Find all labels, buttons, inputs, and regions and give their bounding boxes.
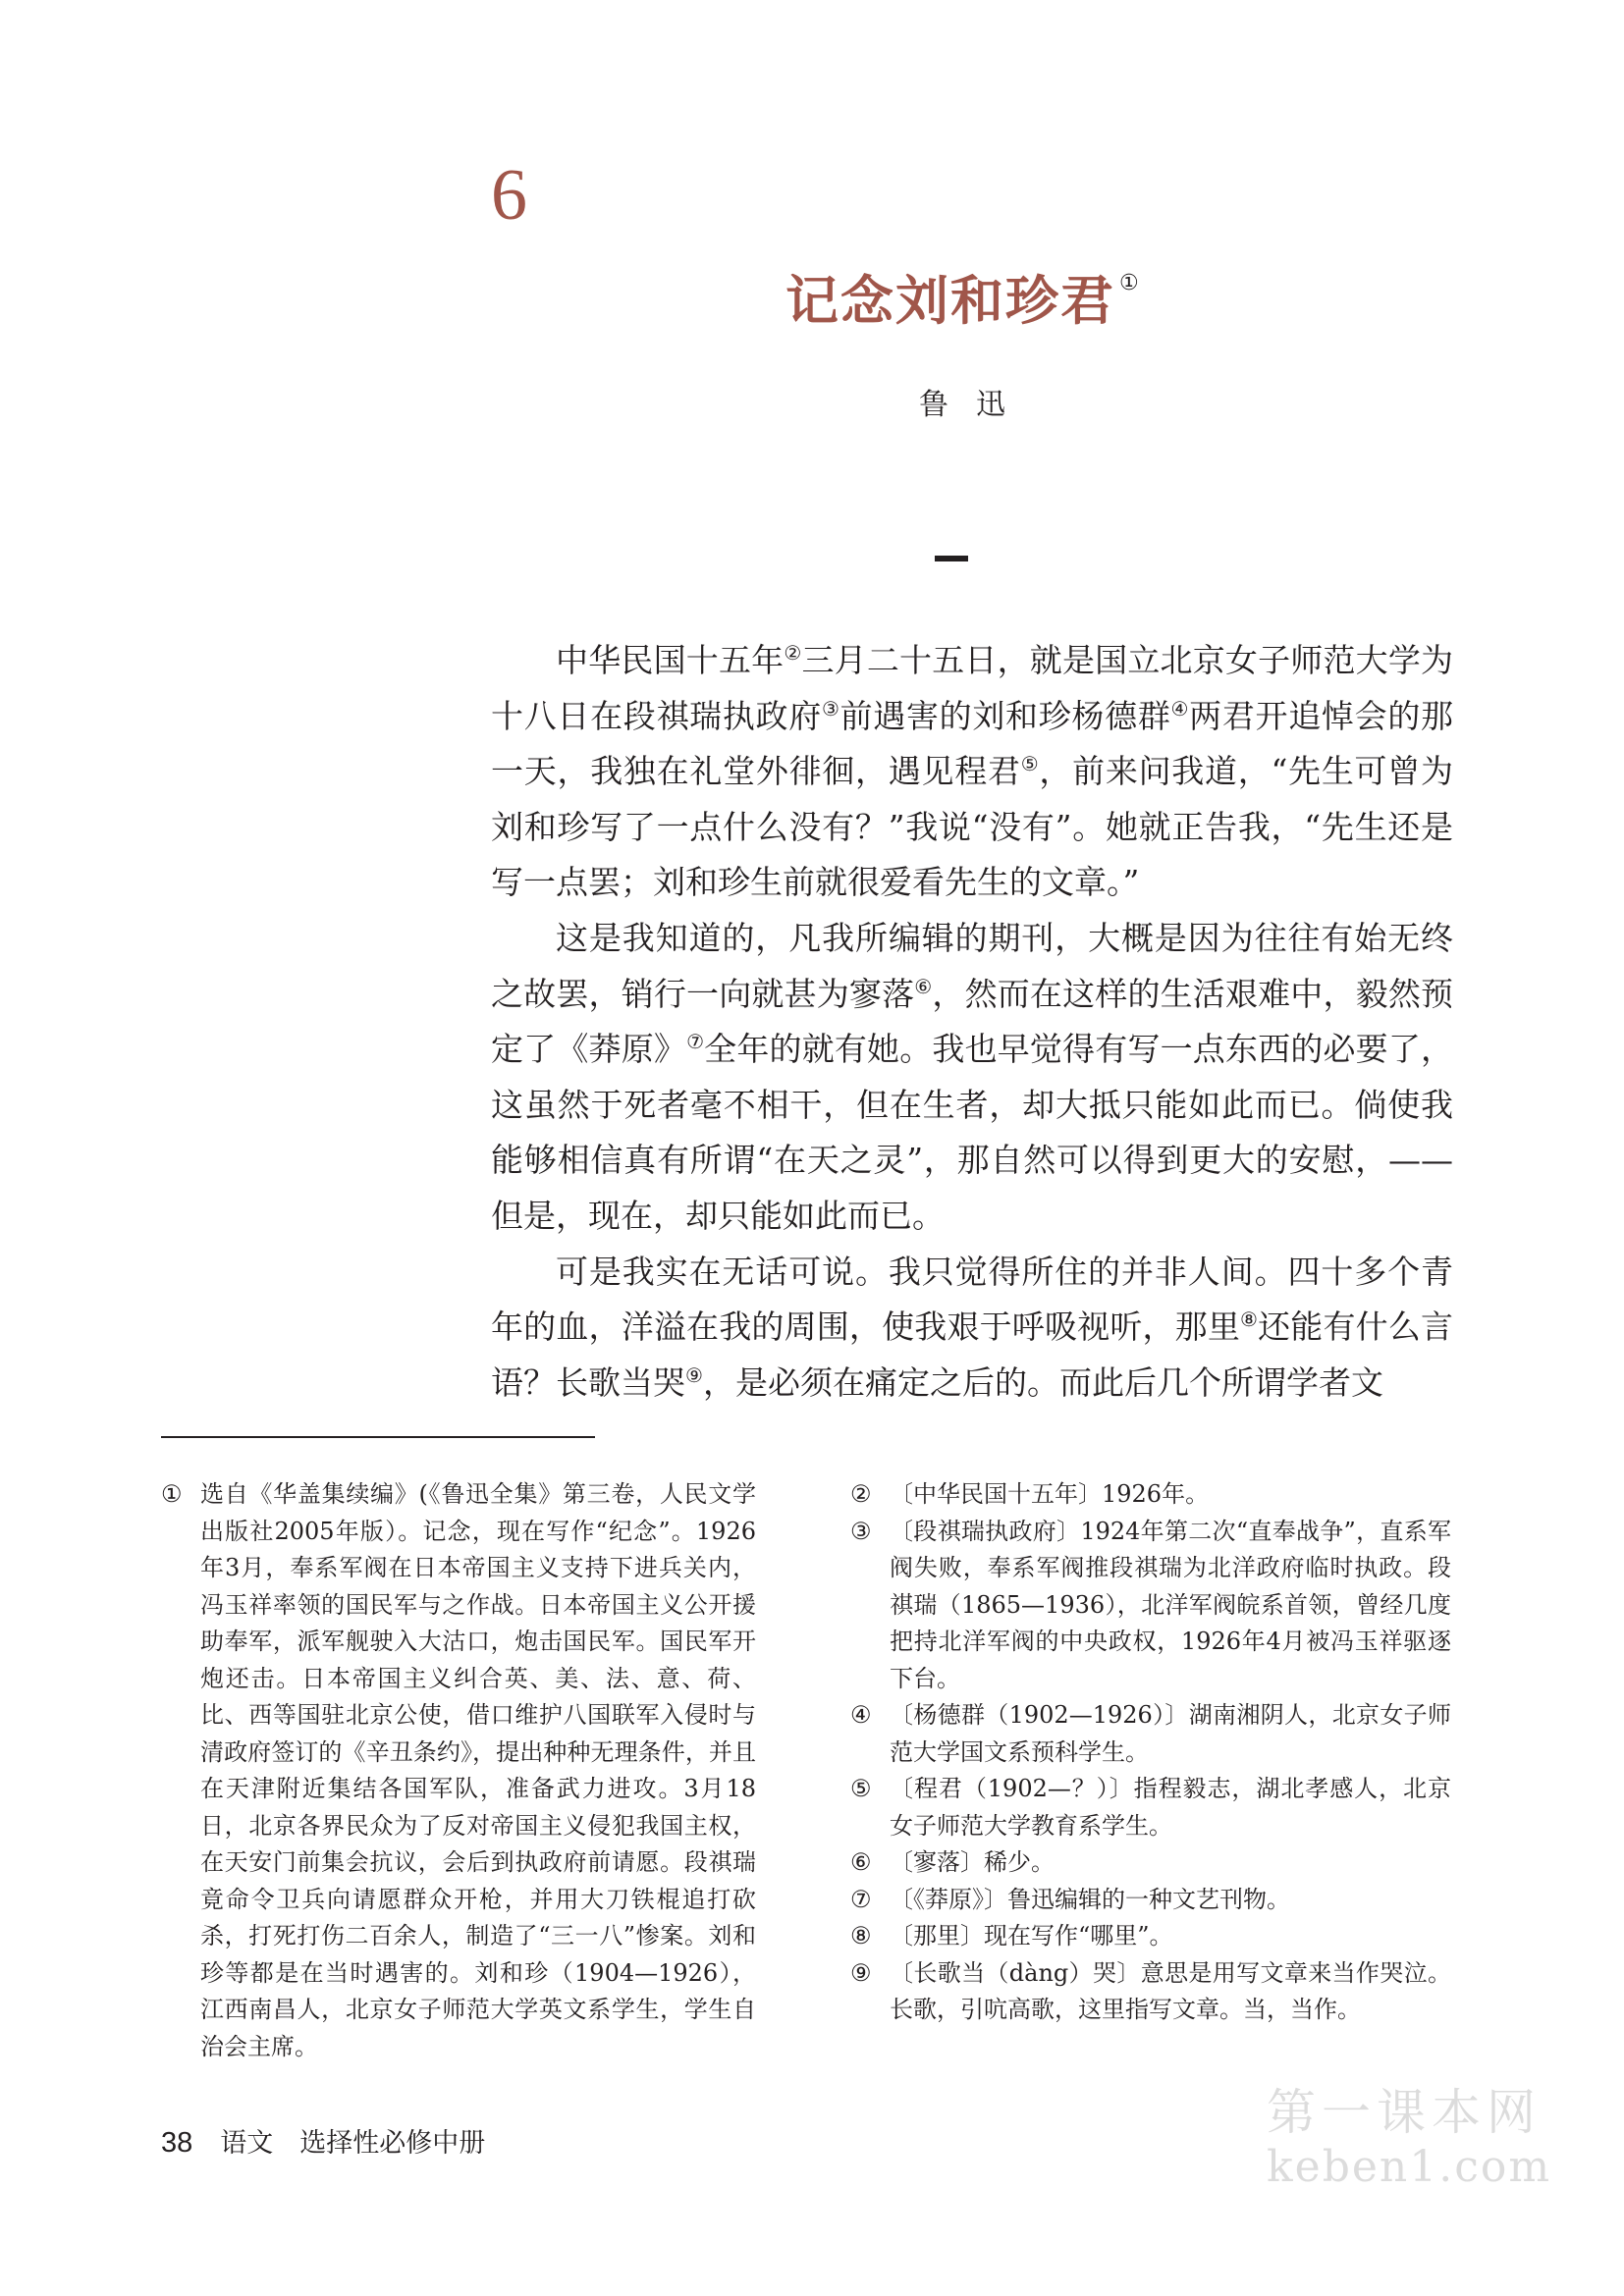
footnote-item <box>850 1476 1451 1514</box>
footnote-text: 〔《莽原》〕鲁迅编辑的一种文艺刊物。 <box>890 1885 1290 1913</box>
section-marker <box>935 556 968 561</box>
footnote-mark: ④ <box>850 1701 872 1729</box>
footnote-mark: ⑧ <box>850 1922 872 1949</box>
paragraph-text: 还能有什么言语？长歌当哭 <box>491 1308 1453 1402</box>
body-paragraph <box>491 633 1453 911</box>
footnotes-left-column <box>161 1476 756 2065</box>
paragraph-text: 三月二十五日，就是国立北京女子师范大学为十八日在段祺瑞执政府 <box>491 641 1453 735</box>
article-body <box>491 633 1453 1411</box>
footnote-ref: ⑧ <box>1240 1308 1259 1332</box>
footnote-text: 〔段祺瑞执政府〕1924年第二次“直奉战争”，直系军阀失败，奉系军阀推段祺瑞为北洋政府临时执政。段祺瑞（1865—1936），北洋军阀皖系首领，曾经几度把持北洋军阀的中央政权，1926年4月被冯玉祥驱逐下台。 <box>890 1517 1451 1692</box>
watermark <box>1267 2083 1551 2193</box>
paragraph-text: 可是我实在无话可说。我只觉得所住的并非人间。四十多个青年的血，洋溢在我的周围，使我艰于呼吸视听，那里 <box>491 1252 1453 1347</box>
footnote-ref: ⑥ <box>914 974 933 998</box>
footnote-item <box>850 1844 1451 1882</box>
footnote-text: 〔寥落〕稀少。 <box>890 1848 1055 1876</box>
footnote-item <box>161 1476 756 2065</box>
footnote-text: 〔杨德群（1902—1926）〕湖南湘阴人，北京女子师范大学国文系预科学生。 <box>890 1701 1451 1766</box>
paragraph-text: ，是必须在痛定之后的。而此后几个所谓学者文 <box>702 1362 1383 1402</box>
body-paragraph <box>491 911 1453 1245</box>
title-footnote-mark: ① <box>1119 271 1141 295</box>
footnote-text: 〔那里〕现在写作“哪里”。 <box>890 1922 1173 1949</box>
footnote-text: 选自《华盖集续编》(《鲁迅全集》第三卷，人民文学出版社2005年版）。记念，现在写作“纪念”。1926年3月，奉系军阀在日本帝国主义支持下进兵关内，冯玉祥率领的国民军与之作战。日本帝国主义公开援助奉军，派军舰驶入大沽口，炮击国民军。国民军开炮还击。日本帝国主义纠合英、美、法、意、荷、比、西等国驻北京公使，借口维护八国联军入侵时与清政府签订的《辛丑条约》，提出种种无理条件，并且在天津附近集结各国军队，准备武力进攻。3月18日，北京各界民众为了反对帝国主义侵犯我国主权，在天安门前集会抗议，会后到执政府前请愿。段祺瑞竟命令卫兵向请愿群众开枪，并用大刀铁棍追打砍杀，打死打伤二百余人，制造了“三一八”惨案。刘和珍等都是在当时遇害的。刘和珍（1904—1926），江西南昌人，北京女子师范大学英文系学生，学生自治会主席。 <box>200 1480 756 2060</box>
footnotes-right-column <box>850 1476 1451 2029</box>
lesson-title-text: 记念刘和珍君 <box>785 270 1115 332</box>
footnote-mark: ① <box>161 1480 183 1508</box>
footnote-text: 〔程君（1902—？）〕指程毅志，湖北孝感人，北京女子师范大学教育系学生。 <box>890 1775 1451 1840</box>
footnote-mark: ⑦ <box>850 1885 872 1913</box>
book-title: 语文 选择性必修中册 <box>220 2128 486 2159</box>
paragraph-text: 全年的就有她。我也早觉得有写一点东西的必要了，这虽然于死者毫不相干，但在生者，却大抵只能如此而已。倘使我能够相信真有所谓“在天之灵”，那自然可以得到更大的安慰，——但是，现在，却只能如此而已。 <box>491 1030 1454 1235</box>
footnote-ref: ② <box>784 641 802 665</box>
footnote-item <box>850 1771 1451 1844</box>
footnote-ref: ③ <box>821 696 840 721</box>
paragraph-text: 前遇害的刘和珍杨德群 <box>839 696 1171 735</box>
footnote-ref: ⑨ <box>685 1362 703 1387</box>
lesson-number: 6 <box>491 155 527 236</box>
paragraph-text: 两君开追悼会的那一天，我独在礼堂外徘徊，遇见程君 <box>491 696 1454 791</box>
footnote-item <box>850 1514 1451 1698</box>
author-name: 鲁迅 <box>919 388 1033 422</box>
page-number: 38 <box>161 2127 193 2159</box>
watermark-en: keben1.com <box>1267 2142 1552 2192</box>
footnote-item <box>850 1882 1451 1919</box>
page-footer <box>161 2129 485 2158</box>
footnote-mark: ⑨ <box>850 1958 872 1987</box>
watermark-cn: 第一课本网 <box>1267 2084 1542 2141</box>
footnote-divider <box>161 1436 595 1438</box>
paragraph-text: 这是我知道的，凡我所编辑的期刊，大概是因为往往有始无终之故罢，销行一向就甚为寥落 <box>491 918 1453 1013</box>
footnote-mark: ② <box>850 1480 872 1508</box>
body-paragraph <box>491 1245 1453 1412</box>
lesson-title <box>785 270 1141 332</box>
footnote-mark: ③ <box>850 1517 872 1545</box>
footnote-mark: ⑤ <box>850 1775 872 1802</box>
paragraph-text: 中华民国十五年 <box>556 641 785 679</box>
footnote-ref: ⑤ <box>1020 752 1040 776</box>
footnote-ref: ⑦ <box>686 1030 705 1054</box>
paragraph-text: ，前来问我道，“先生可曾为刘和珍写了一点什么没有？”我说“没有”。她就正告我，“先生还是写一点罢；刘和珍生前就很爱看先生的文章。” <box>491 752 1454 902</box>
footnote-item <box>850 1918 1451 1955</box>
footnote-item <box>850 1955 1451 2029</box>
footnote-text: 〔中华民国十五年〕1926年。 <box>890 1480 1210 1508</box>
footnote-mark: ⑥ <box>850 1848 872 1876</box>
footnote-item <box>850 1697 1451 1771</box>
paragraph-text: ，然而在这样的生活艰难中，毅然预定了《莽原》 <box>491 974 1454 1069</box>
footnote-ref: ④ <box>1170 696 1190 721</box>
footnote-text: 〔长歌当（dàng）哭〕意思是用写文章来当作哭泣。长歌，引吭高歌，这里指写文章。当，当作。 <box>890 1958 1451 2023</box>
